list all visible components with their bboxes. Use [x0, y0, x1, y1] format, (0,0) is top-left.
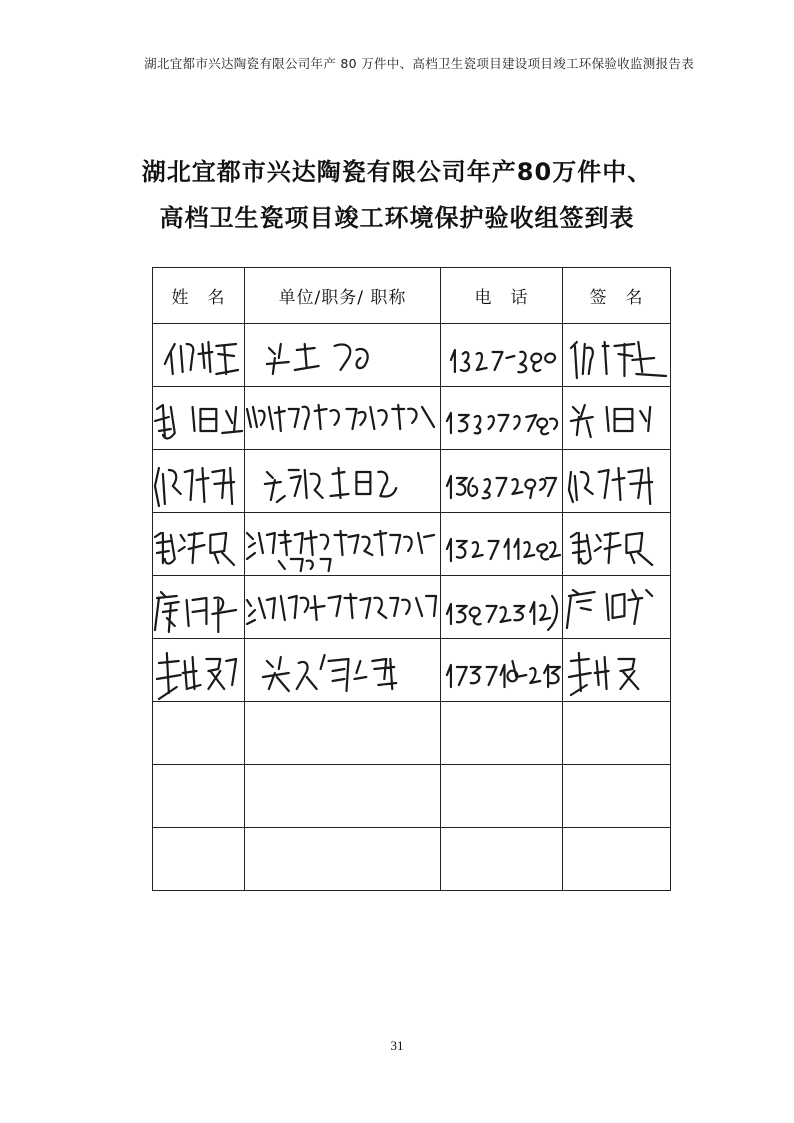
handwritten-name: [153, 324, 245, 387]
table-row: [153, 450, 671, 513]
handwritten-unit: [245, 324, 441, 387]
empty-cell: [245, 828, 441, 891]
table-row: [153, 828, 671, 891]
header-unit: 单位/职务/ 职称: [245, 268, 441, 324]
attendance-table: [152, 267, 671, 891]
handwritten-unit: [245, 450, 441, 513]
empty-cell: [563, 702, 671, 765]
empty-cell: [245, 702, 441, 765]
handwritten-phone: [441, 324, 563, 387]
empty-cell: [153, 765, 245, 828]
page-number: 31: [390, 1038, 404, 1053]
running-header: 湖北宜都市兴达陶瓷有限公司年产 80 万件中、高档卫生瓷项目建设项目竣工环保验收监测报告表: [144, 56, 694, 71]
table-row: [153, 702, 671, 765]
table-row: [153, 639, 671, 702]
handwritten-signature: [563, 387, 671, 450]
table-row: [153, 765, 671, 828]
empty-cell: [245, 765, 441, 828]
empty-cell: [563, 765, 671, 828]
handwritten-phone: [441, 387, 563, 450]
header-name: 姓 名: [153, 268, 245, 324]
handwritten-signature: [563, 324, 671, 387]
empty-cell: [153, 828, 245, 891]
handwritten-signature: [563, 639, 671, 702]
empty-cell: [153, 702, 245, 765]
handwritten-phone: [441, 576, 563, 639]
page-title-line1: 湖北宜都市兴达陶瓷有限公司年产80万件中、: [141, 158, 653, 186]
header-signature: 签 名: [563, 268, 671, 324]
handwritten-unit: [245, 513, 441, 576]
handwritten-signature: [563, 513, 671, 576]
handwritten-phone: [441, 450, 563, 513]
handwritten-name: [153, 639, 245, 702]
handwritten-signature: [563, 450, 671, 513]
handwritten-unit: [245, 639, 441, 702]
handwritten-name: [153, 513, 245, 576]
page-title-line2: 高档卫生瓷项目竣工环境保护验收组签到表: [159, 204, 635, 232]
table-header-row: [153, 268, 671, 324]
header-phone: 电 话: [441, 268, 563, 324]
table-row: [153, 576, 671, 639]
handwritten-phone: [441, 639, 563, 702]
empty-cell: [563, 828, 671, 891]
empty-cell: [441, 702, 563, 765]
handwritten-unit: [245, 387, 441, 450]
empty-cell: [441, 828, 563, 891]
handwritten-phone: [441, 513, 563, 576]
handwritten-name: [153, 387, 245, 450]
handwritten-signature: [563, 576, 671, 639]
empty-cell: [441, 765, 563, 828]
handwritten-unit: [245, 576, 441, 639]
handwritten-name: [153, 450, 245, 513]
table-row: [153, 387, 671, 450]
table-row: [153, 324, 671, 387]
handwritten-name: [153, 576, 245, 639]
table-row: [153, 513, 671, 576]
